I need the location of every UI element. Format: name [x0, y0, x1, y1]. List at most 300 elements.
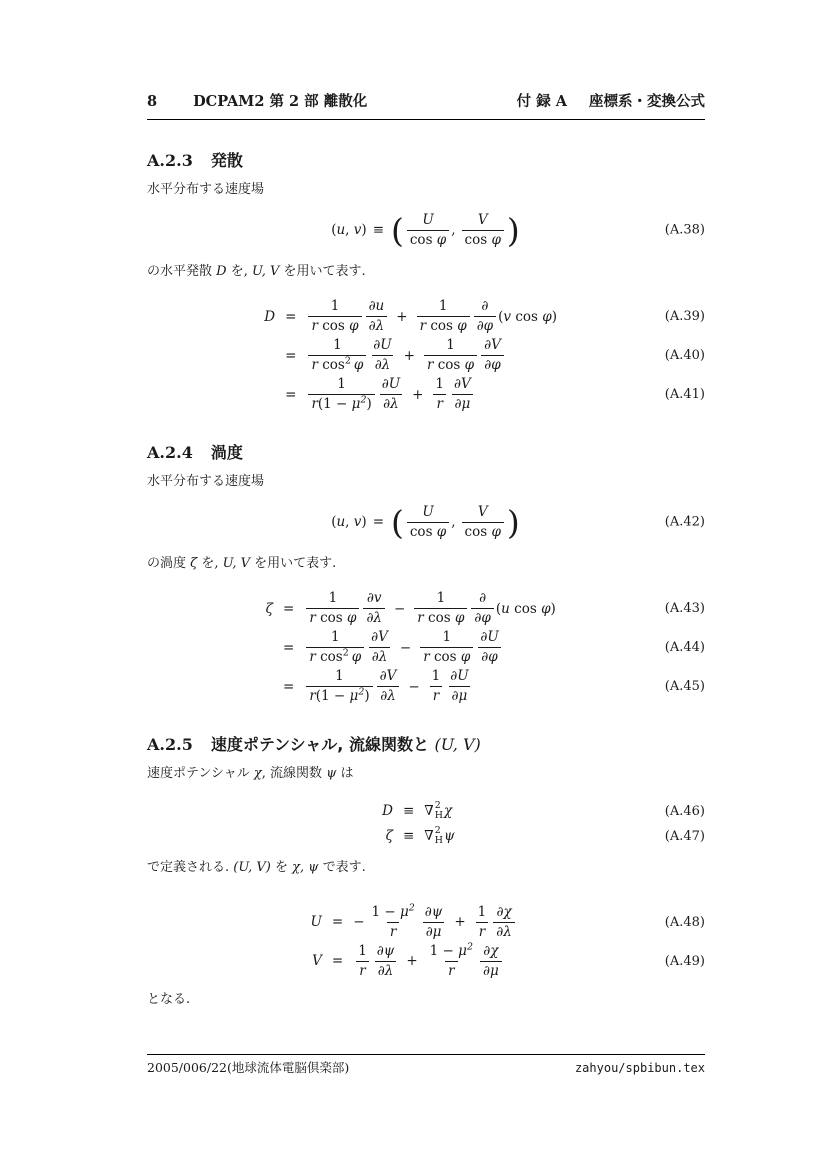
section-number: A.2.5: [147, 735, 193, 754]
fraction: [306, 630, 364, 665]
numerator: [475, 905, 490, 922]
denominator: [375, 961, 397, 979]
page-footer: [147, 1054, 705, 1076]
math-token: ∂: [376, 942, 384, 959]
superscript: 2: [358, 686, 365, 698]
math-token: ∂: [371, 649, 379, 665]
section-title: [211, 443, 243, 462]
math-token: ∂: [368, 298, 376, 314]
left-spacer: [147, 826, 382, 847]
right-spacer: [517, 944, 659, 979]
left-spacer: [147, 338, 264, 373]
math-token: λ: [373, 610, 382, 626]
equation-number: (A.41): [664, 387, 705, 402]
numerator: [379, 377, 403, 394]
superscript: 2: [466, 941, 473, 953]
left-spacer: [147, 591, 266, 626]
paragraph: [147, 991, 705, 1009]
relation-sign: =: [283, 600, 295, 617]
math-token: λ: [503, 923, 512, 940]
relation-sign: =: [283, 678, 295, 695]
text-run: 水平分布する速度場: [147, 474, 265, 489]
math-token: r: [359, 962, 366, 979]
equation-number: (A.46): [664, 803, 705, 819]
big-paren: (: [391, 210, 404, 250]
math-token: u: [375, 298, 385, 314]
math-token: r: [417, 610, 429, 626]
text-run: 水平分布する速度場: [147, 182, 265, 197]
denominator: [423, 922, 445, 940]
math-spacer: [365, 922, 367, 923]
math-token: r: [426, 357, 438, 373]
header-left: [147, 90, 367, 111]
math-token: r: [309, 688, 316, 704]
equation-group-divergence: [147, 299, 705, 412]
math-token: V: [477, 503, 488, 520]
math-token: (: [331, 514, 337, 530]
fraction: [422, 905, 446, 940]
math-token: ∂: [425, 923, 433, 940]
math-token: (1 −: [317, 396, 352, 412]
denominator: [380, 394, 402, 412]
superscript: 2: [408, 902, 415, 914]
math-token: cos: [409, 231, 437, 248]
math-token: cos: [514, 600, 542, 617]
sup-sub-stack: [435, 826, 443, 847]
text-run: を: [270, 859, 293, 875]
math-token: 1: [436, 590, 446, 606]
math-token: V: [312, 953, 322, 970]
math-token: φ: [457, 318, 467, 334]
denominator: [471, 608, 493, 626]
math-token: $\mu^2$: [399, 902, 415, 920]
right-spacer: [517, 905, 659, 940]
math-token: ∂: [496, 923, 504, 940]
math-token: r: [423, 649, 434, 665]
math-token: D: [264, 308, 276, 325]
denominator: [417, 316, 470, 334]
math-token: χ: [490, 942, 499, 959]
math-token: φ: [491, 523, 501, 540]
numerator: [419, 505, 436, 522]
relation-sign: =: [331, 953, 344, 970]
math-token: 1: [358, 942, 367, 959]
section-heading-A.2.3: [147, 150, 705, 171]
numerator: [328, 630, 343, 647]
math-token: V: [491, 337, 501, 353]
math-token: −: [408, 678, 420, 695]
math-token: u: [501, 600, 515, 617]
text-run: , 流線関数: [261, 766, 327, 781]
equation-rhs: [353, 941, 517, 979]
equation-lhs: [310, 905, 321, 940]
equation-lhs: [264, 299, 275, 334]
fraction: [308, 377, 374, 412]
math-token: +: [412, 386, 424, 403]
equation-body: [331, 210, 521, 250]
math-token: 1: [328, 590, 338, 606]
math-token: 1: [435, 376, 445, 392]
math-token: ): [364, 688, 370, 704]
math-token: +: [454, 914, 466, 931]
math-token: ζ: [265, 600, 273, 617]
math-token: ∂: [482, 962, 490, 979]
fraction: [368, 630, 391, 665]
denominator: [407, 522, 449, 540]
math-token: v: [353, 514, 362, 530]
denominator: [462, 522, 504, 540]
denominator: [478, 647, 500, 665]
math-token: ∂: [451, 688, 459, 704]
math-token: $\cos^2$: [322, 355, 351, 373]
equation-rhs: [424, 801, 454, 822]
math-token: (1 −: [315, 688, 350, 704]
math-token: φ: [542, 308, 552, 325]
math-token: ζ: [385, 828, 393, 845]
equation-number: (A.43): [664, 601, 705, 616]
text-run: 渦度: [210, 443, 243, 462]
math-token: ): [361, 222, 367, 238]
math-token: $\cos^2$: [320, 647, 349, 665]
math-token: $\mu^2$: [349, 686, 365, 704]
fraction: [414, 591, 467, 626]
section-title: [211, 735, 481, 754]
paragraph: [147, 263, 705, 281]
numerator: [364, 591, 385, 608]
math-token: ∂: [374, 357, 382, 373]
fraction: [417, 299, 470, 334]
math-token: r: [432, 688, 440, 704]
fraction: [493, 905, 515, 940]
equation-lhs: [266, 669, 273, 704]
fraction: [480, 944, 502, 979]
math-token: cos: [428, 610, 455, 626]
math-token: ∂: [481, 298, 489, 314]
math-token: ∂: [483, 942, 491, 959]
math-token: λ: [381, 357, 391, 373]
numerator: [334, 377, 349, 394]
math-spacer: [384, 522, 390, 523]
denominator: [433, 394, 445, 412]
math-token: ∂: [481, 649, 489, 665]
paragraph: [147, 181, 705, 199]
math-token: λ: [390, 396, 399, 412]
equation-number: (A.47): [664, 828, 705, 844]
math-token: (: [331, 222, 337, 238]
math-token: −: [399, 639, 412, 656]
fraction: [377, 669, 400, 704]
math-token: ψ: [443, 828, 455, 845]
fraction: [370, 338, 394, 373]
footer-rule: [147, 1054, 705, 1055]
math-token: φ: [483, 318, 494, 334]
math-token: φ: [460, 649, 471, 665]
page-number: 8: [147, 93, 158, 110]
equation-number: (A.49): [664, 953, 705, 969]
fraction: [420, 630, 473, 665]
math-token: φ: [491, 357, 501, 373]
numerator: [368, 630, 391, 647]
page-header: [147, 90, 705, 120]
math-token: 1: [442, 629, 452, 645]
header-right: [517, 90, 705, 111]
relation-sign: =: [283, 639, 295, 656]
math-token: v: [353, 222, 362, 238]
math-token: −: [393, 600, 406, 617]
math-token: 1: [446, 337, 455, 353]
denominator: [308, 394, 374, 412]
text-run: の水平発散: [147, 264, 217, 279]
superscript: 2: [342, 647, 349, 659]
math-token: λ: [378, 649, 388, 665]
equation-rhs: [306, 299, 557, 334]
math-token: ∂: [476, 318, 484, 334]
document-content: [147, 150, 705, 1009]
footer-credit: 2005/006/22(地球流体電脳倶楽部): [147, 1060, 350, 1075]
fraction: [447, 669, 471, 704]
paragraph: [147, 859, 705, 877]
header-appendix-label: 付 録 A: [516, 93, 567, 110]
math-token: r: [389, 923, 397, 940]
superscript: 2: [344, 355, 351, 367]
math-token: U: [380, 337, 392, 353]
math-token: U: [388, 376, 401, 392]
equation-rhs: [304, 630, 555, 665]
equation-group-uv-from-potentials: [147, 902, 705, 979]
left-spacer: [147, 669, 266, 704]
math-token: ): [551, 308, 557, 325]
right-spacer: [557, 299, 659, 334]
math-token: V: [461, 376, 471, 392]
equation-number: (A.40): [664, 348, 705, 363]
fraction: [407, 213, 449, 248]
text-run: を用いて表す.: [250, 556, 337, 571]
numerator: [432, 377, 447, 394]
section-number: A.2.4: [147, 443, 193, 462]
numerator: [439, 630, 454, 647]
sup-sub-stack: [435, 801, 443, 822]
math-token: ∇: [424, 803, 434, 820]
inline-math: U, V: [251, 264, 280, 279]
section-number: A.2.3: [147, 151, 193, 170]
math-token: 1: [431, 668, 441, 684]
denominator: [407, 230, 449, 248]
math-token: U: [487, 629, 499, 645]
numerator: [481, 338, 504, 355]
denominator: [308, 316, 361, 334]
denominator: [356, 961, 368, 979]
text-run: 発散: [210, 151, 243, 170]
left-spacer: [147, 801, 382, 822]
text-run: を,: [197, 556, 223, 571]
inline-math: (U, V): [233, 859, 271, 875]
math-token: φ: [488, 649, 498, 665]
numerator: [443, 338, 458, 355]
equation-rhs: [306, 377, 557, 412]
right-spacer: [455, 826, 659, 847]
math-token: ∂: [380, 688, 388, 704]
equation-lhs: [382, 826, 393, 847]
section-heading-A.2.4: [147, 442, 705, 463]
math-token: μ: [458, 688, 468, 704]
equation-lhs: [264, 338, 275, 373]
math-token: ,: [451, 514, 456, 530]
denominator: [476, 922, 488, 940]
numerator: [436, 299, 451, 316]
numerator: [477, 630, 501, 647]
math-token: ψ: [383, 942, 395, 959]
math-token: =: [372, 514, 384, 530]
denominator: [481, 355, 503, 373]
math-token: φ: [541, 600, 551, 617]
math-token: ∂: [377, 962, 385, 979]
paragraph: [147, 555, 705, 573]
superscript: 2: [434, 824, 441, 836]
math-token: χ: [503, 903, 512, 920]
numerator: [427, 941, 476, 961]
math-token: +: [396, 308, 408, 325]
superscript: 2: [434, 800, 441, 811]
left-spacer: [147, 299, 264, 334]
relation-sign: ≡: [402, 803, 415, 820]
denominator: [449, 686, 471, 704]
numerator: [374, 944, 398, 961]
left-spacer: [147, 630, 266, 665]
fraction: [432, 377, 447, 412]
inline-math: χ: [253, 766, 262, 781]
math-token: cos: [433, 649, 461, 665]
math-token: −: [353, 914, 365, 931]
denominator: [306, 608, 359, 626]
math-token: ,: [345, 514, 354, 530]
math-token: U: [457, 668, 469, 684]
equation-group-potential-definition: [147, 801, 705, 847]
denominator: [306, 647, 364, 665]
math-token: ∂: [379, 668, 387, 684]
text-run: を,: [226, 264, 252, 279]
fraction: [462, 213, 504, 248]
math-token: λ: [384, 962, 394, 979]
math-token: 1: [330, 629, 340, 645]
left-spacer: [147, 377, 264, 412]
equation-rhs: [424, 826, 454, 847]
fraction: [429, 669, 444, 704]
math-token: v: [503, 308, 516, 325]
text-run: で表す.: [318, 859, 366, 875]
fraction: [477, 630, 501, 665]
inline-math: D: [216, 264, 227, 279]
numerator: [332, 669, 347, 686]
math-token: cos: [430, 318, 458, 334]
denominator: [372, 355, 394, 373]
text-run: を用いて表す.: [279, 264, 366, 279]
fraction: [462, 505, 504, 540]
denominator: [306, 686, 372, 704]
footer-row: [147, 1060, 705, 1076]
math-token: ∂: [368, 318, 376, 334]
math-token: λ: [375, 318, 385, 334]
math-token: ∂: [479, 590, 487, 606]
inline-math: ψ: [326, 766, 337, 781]
numerator: [419, 213, 436, 230]
denominator: [377, 686, 399, 704]
numerator: [434, 591, 449, 608]
math-token: ): [550, 600, 556, 617]
math-token: ≡: [372, 222, 384, 238]
math-token: ∂: [366, 590, 374, 606]
big-paren: (: [391, 502, 404, 542]
equation-number: (A.38): [664, 222, 705, 238]
numerator: [369, 902, 418, 922]
math-token: φ: [351, 649, 362, 665]
math-token: μ: [432, 923, 442, 940]
big-paren: ): [506, 502, 520, 542]
math-token: ∂: [371, 629, 379, 645]
right-spacer: [557, 377, 659, 412]
math-token: ∂: [496, 903, 504, 920]
fraction: [424, 338, 477, 373]
numerator: [422, 905, 446, 922]
math-token: φ: [436, 523, 447, 540]
inline-math: χ, ψ: [292, 859, 319, 875]
math-token: ψ: [431, 903, 443, 920]
relation-sign: =: [331, 914, 344, 931]
numerator: [429, 669, 444, 686]
math-token: μ: [461, 396, 471, 412]
text-run: 速度ポテンシャル, 流線関数と: [210, 735, 435, 754]
equation-rhs: [306, 338, 557, 373]
right-spacer: [556, 630, 659, 665]
fraction: [306, 591, 359, 626]
right-spacer: [556, 591, 659, 626]
denominator: [430, 686, 442, 704]
math-token: r: [419, 318, 431, 334]
math-token: cos: [322, 318, 350, 334]
math-token: cos: [515, 308, 543, 325]
equation-number: (A.42): [664, 514, 705, 530]
equation-A.42: [147, 499, 705, 545]
math-token: 1: [337, 376, 346, 392]
math-token: ∂: [424, 903, 432, 920]
math-token: v: [373, 590, 382, 606]
numerator: [447, 669, 471, 686]
math-token-group: [424, 801, 443, 822]
fraction: [407, 505, 449, 540]
big-paren: ): [506, 210, 520, 250]
footer-filename: zahyou/spbibun.tex: [574, 1061, 705, 1075]
equation-lhs: [382, 801, 393, 822]
fraction: [374, 944, 398, 979]
numerator: [475, 213, 491, 230]
numerator: [476, 591, 489, 608]
text-run: 速度ポテンシャル: [147, 766, 254, 781]
relation-sign: =: [285, 347, 297, 364]
numerator: [370, 338, 394, 355]
numerator: [480, 944, 501, 961]
math-token: cos: [320, 610, 347, 626]
fraction: [379, 377, 403, 412]
math-token: φ: [491, 231, 501, 248]
inline-math: (U, V): [434, 735, 481, 754]
equation-lhs: [266, 630, 273, 665]
fraction: [369, 902, 418, 940]
fraction: [481, 338, 504, 373]
math-spacer: [384, 230, 390, 231]
math-spacer: [456, 230, 460, 231]
denominator: [366, 316, 388, 334]
fraction: [363, 591, 385, 626]
subscript: H: [434, 810, 443, 822]
